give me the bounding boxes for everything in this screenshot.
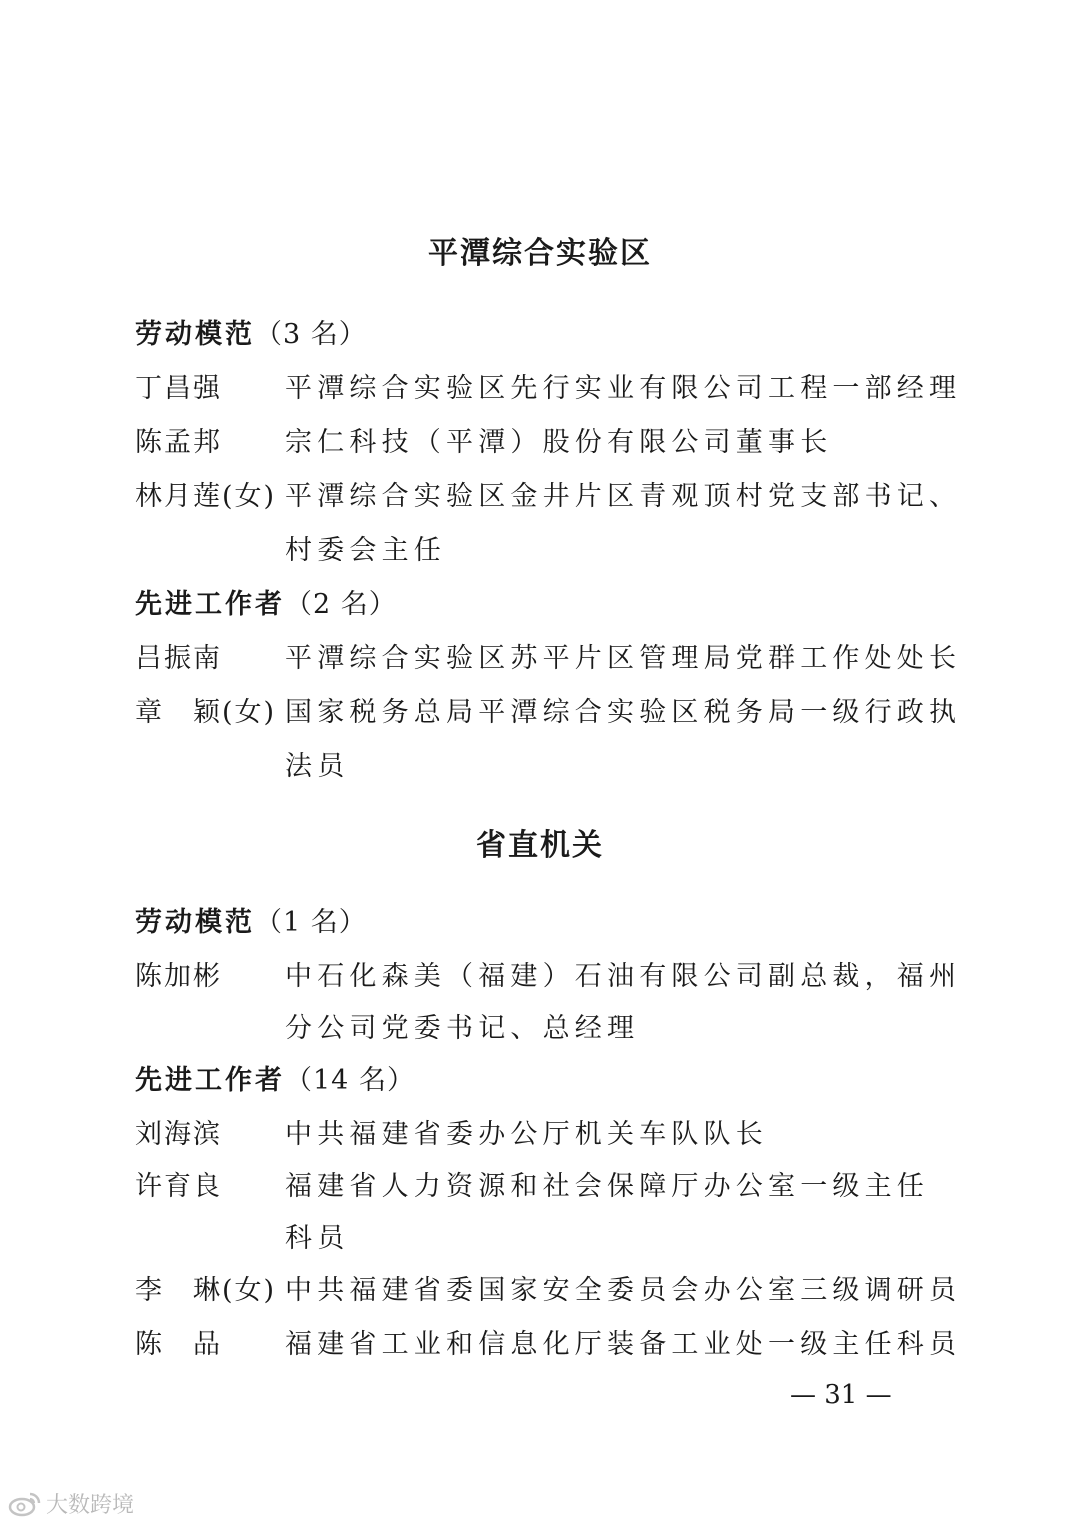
person-description: 平潭综合实验区金井片区青观顶村党支部书记、 bbox=[285, 481, 962, 512]
person-description: 宗仁科技（平潭）股份有限公司董事长 bbox=[285, 427, 833, 458]
person-description-continued: 分公司党委书记、总经理 bbox=[285, 1013, 640, 1044]
person-description: 福建省人力资源和社会保障厅办公室一级主任 bbox=[285, 1171, 929, 1202]
person-description: 中共福建省委办公厅机关车队队长 bbox=[285, 1119, 768, 1150]
category-heading: 劳动模范（1 名） bbox=[135, 907, 367, 938]
person-name: 吕振南 bbox=[135, 643, 222, 674]
person-name: 许育良 bbox=[135, 1171, 222, 1202]
person-name: 章 颖(女) bbox=[135, 697, 277, 728]
watermark-text: 大数跨境 bbox=[46, 1493, 135, 1518]
person-name: 李 琳(女) bbox=[135, 1275, 277, 1306]
section-title: 平潭综合实验区 bbox=[428, 236, 652, 271]
section-title: 省直机关 bbox=[476, 828, 604, 863]
category-heading: 劳动模范（3 名） bbox=[135, 319, 367, 350]
person-description-continued: 科员 bbox=[285, 1223, 350, 1254]
category-heading: 先进工作者（14 名） bbox=[135, 1065, 415, 1096]
person-description: 平潭综合实验区先行实业有限公司工程一部经理 bbox=[285, 373, 962, 404]
person-description: 福建省工业和信息化厅装备工业处一级主任科员 bbox=[285, 1329, 962, 1360]
person-name: 陈加彬 bbox=[135, 961, 222, 992]
person-description: 中石化森美（福建）石油有限公司副总裁，福州 bbox=[285, 961, 962, 992]
person-name: 陈孟邦 bbox=[135, 427, 222, 458]
page-number: — 31 — bbox=[790, 1380, 892, 1410]
person-name: 陈 品 bbox=[135, 1329, 222, 1360]
category-heading: 先进工作者（2 名） bbox=[135, 589, 397, 620]
person-description: 平潭综合实验区苏平片区管理局党群工作处处长 bbox=[285, 643, 962, 674]
person-name: 刘海滨 bbox=[135, 1119, 222, 1150]
weibo-logo-icon bbox=[8, 1491, 42, 1517]
person-description-continued: 法员 bbox=[285, 751, 350, 782]
person-description: 中共福建省委国家安全委员会办公室三级调研员 bbox=[285, 1275, 962, 1306]
person-name: 林月莲(女) bbox=[135, 481, 277, 512]
person-description: 国家税务总局平潭综合实验区税务局一级行政执 bbox=[285, 697, 962, 728]
person-description-continued: 村委会主任 bbox=[285, 535, 446, 566]
watermark bbox=[8, 1488, 134, 1519]
person-name: 丁昌强 bbox=[135, 373, 222, 404]
